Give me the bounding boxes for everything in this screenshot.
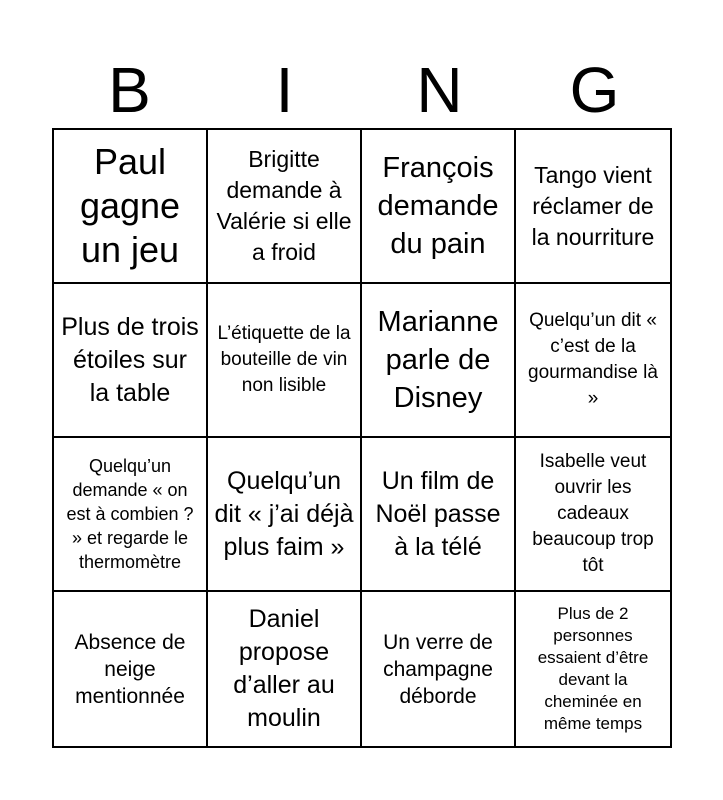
bingo-cell[interactable] (208, 438, 362, 592)
bingo-cell[interactable] (362, 284, 516, 438)
bingo-cell[interactable] (516, 592, 670, 746)
header-letter-b: B (108, 54, 151, 126)
bingo-cell-text: Quelqu’un demande « on est à combien ? » et regarde le thermomètre (66, 456, 194, 572)
bingo-cell-text: Daniel propose d’aller au moulin (233, 605, 335, 732)
bingo-cell-text: L’étiquette de la bouteille de vin non lisible (217, 323, 351, 396)
bingo-cell[interactable] (208, 592, 362, 746)
bingo-cell[interactable] (362, 592, 516, 746)
bingo-cell[interactable] (54, 592, 208, 746)
bingo-cell[interactable] (54, 438, 208, 592)
header-letter-g: G (569, 54, 620, 126)
bingo-cell-text: Quelqu’un dit « j’ai déjà plus faim » (214, 466, 354, 561)
bingo-cell-text: Brigitte demande à Valérie si elle a froid (216, 146, 352, 265)
bingo-cell-text: François demande du pain (377, 152, 499, 260)
header-letter-i: I (275, 54, 294, 126)
bingo-cell-text: Tango vient réclamer de la nourriture (531, 161, 655, 250)
bingo-cell-text: Quelqu’un dit « c’est de la gourmandise là » (528, 310, 658, 409)
bingo-cell[interactable] (208, 284, 362, 438)
bingo-cell[interactable] (54, 130, 208, 284)
bingo-grid (52, 128, 672, 748)
bingo-cell-text: Paul gagne un jeu (79, 141, 181, 270)
bingo-cell-text: Absence de neige mentionnée (74, 630, 186, 708)
bingo-cell[interactable] (516, 130, 670, 284)
bingo-cell[interactable] (54, 284, 208, 438)
bingo-cell-text: Marianne parle de Disney (377, 306, 499, 414)
bingo-cell[interactable] (362, 438, 516, 592)
bingo-cell-text: Un film de Noël passe à la télé (375, 466, 501, 561)
bingo-cell-text: Plus de 2 personnes essaient d’être devant la cheminée en même temps (537, 604, 649, 733)
bingo-cell-text: Plus de trois étoiles sur la table (61, 312, 199, 407)
bingo-cell[interactable] (516, 438, 670, 592)
bingo-cell[interactable] (208, 130, 362, 284)
bingo-cell[interactable] (516, 284, 670, 438)
bingo-cell[interactable] (362, 130, 516, 284)
header-letter-n: N (416, 54, 463, 126)
bingo-cell-text: Un verre de champagne déborde (383, 630, 493, 708)
bingo-header (52, 55, 672, 125)
bingo-cell-text: Isabelle veut ouvrir les cadeaux beaucoup trop tôt (532, 451, 654, 576)
